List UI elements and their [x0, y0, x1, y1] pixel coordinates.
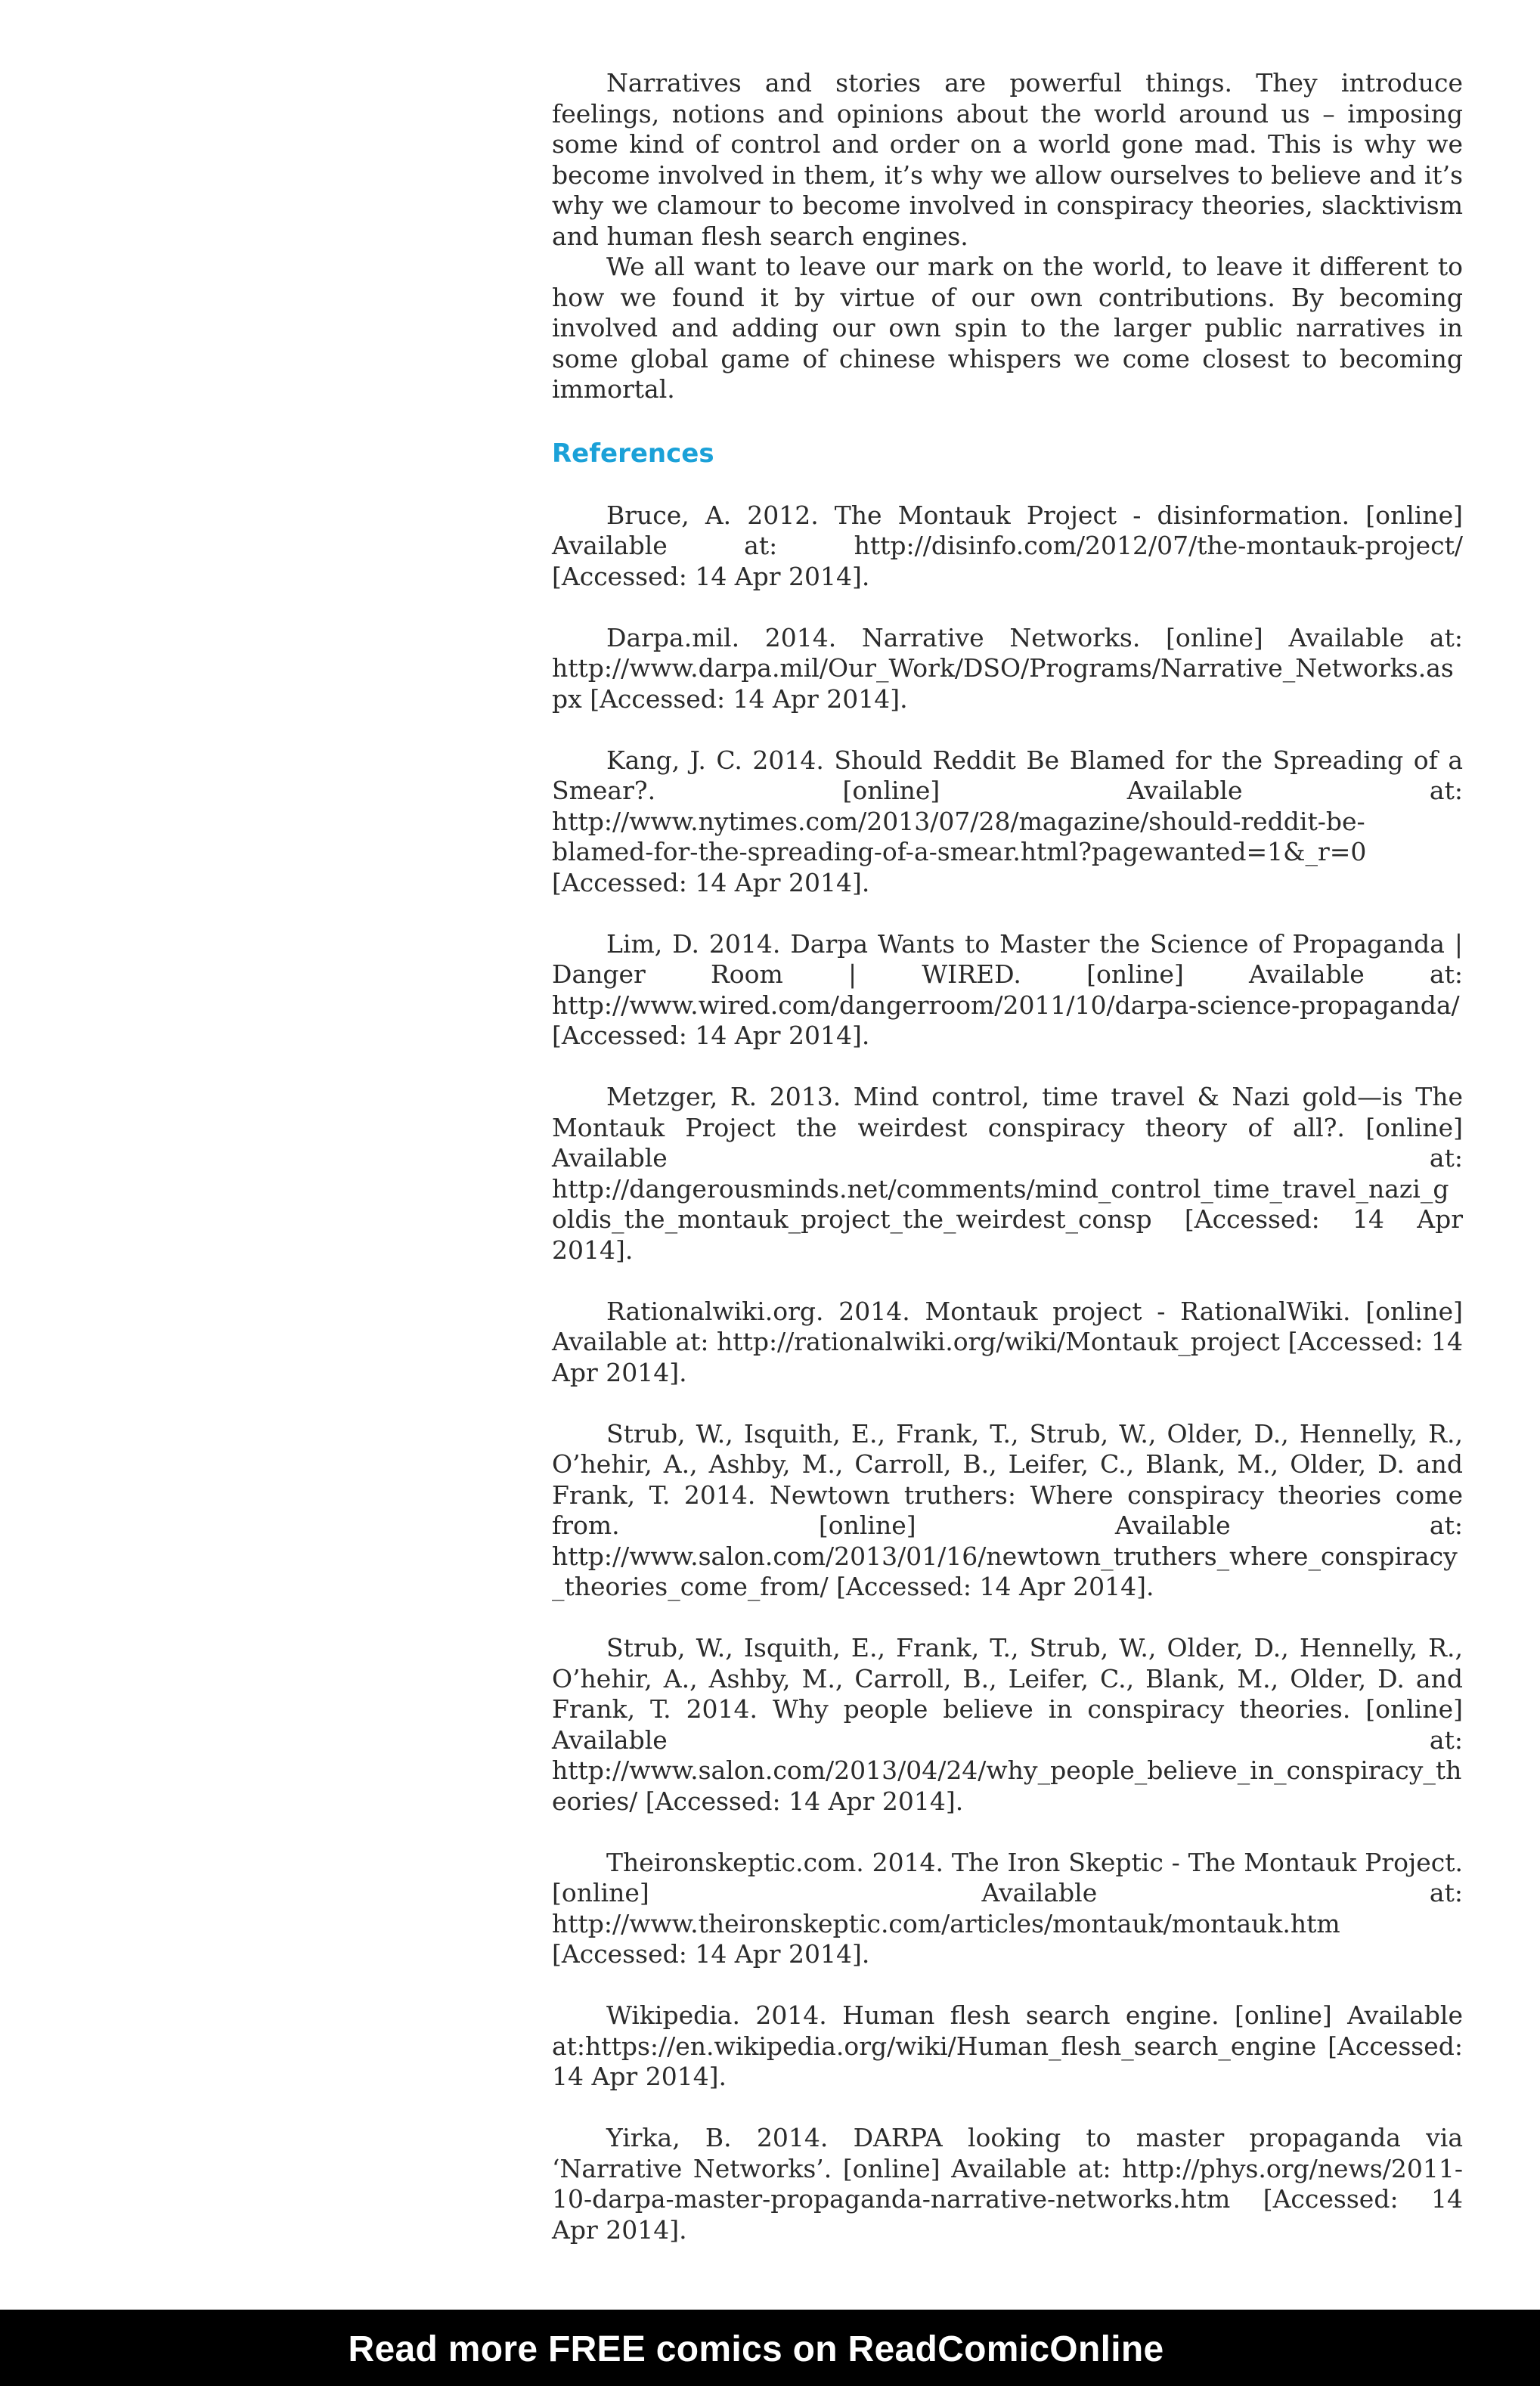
reference-item-kang: Kang, J. C. 2014. Should Reddit Be Blamed for the Spreading of a Smear?. [online] Available at: http://www.nytimes.com/2013/07/28/magazine/should-reddit-be-blamed-for-the-spreading-of-a-smear.html?pagewanted=1&_r=0 [Accessed: 14 Apr 2014].	[552, 745, 1463, 897]
references-list	[552, 500, 1463, 2246]
intro-paragraph-2: We all want to leave our mark on the world, to leave it different to how we found it by virtue of our own contributions. By becoming involved and adding our own spin to the larger public narratives in some global game of chinese whispers we come closest to becoming immortal.	[552, 252, 1463, 404]
reference-item-rationalwiki: Rationalwiki.org. 2014. Montauk project - RationalWiki. [online] Available at: http://rationalwiki.org/wiki/Montauk_project [Accessed: 14 Apr 2014].	[552, 1296, 1463, 1387]
reference-item-strub-why: Strub, W., Isquith, E., Frank, T., Strub, W., Older, D., Hennelly, R., O’hehir, A., Ashby, M., Carroll, B., Leifer, C., Blank, M., Older, D. and Frank, T. 2014. Why people believe in conspiracy theories. [online] Available at: http://www.salon.com/2013/04/24/why_people_believe_in_conspiracy_theories/ [Accessed: 14 Apr 2014].	[552, 1633, 1463, 1816]
reference-item-yirka: Yirka, B. 2014. DARPA looking to master propaganda via ‘Narrative Networks’. [online] Available at: http://phys.org/news/2011-10-darpa-master-propaganda-narrative-networks.htm [Accessed: 14 Apr 2014].	[552, 2123, 1463, 2245]
intro-section	[552, 68, 1463, 405]
reference-item-strub-newtown: Strub, W., Isquith, E., Frank, T., Strub, W., Older, D., Hennelly, R., O’hehir, A., Ashby, M., Carroll, B., Leifer, C., Blank, M., Older, D. and Frank, T. 2014. Newtown truthers: Where conspiracy theories come from. [online] Available at: http://www.salon.com/2013/01/16/newtown_truthers_where_conspiracy_theories_come_from/ [Accessed: 14 Apr 2014].	[552, 1418, 1463, 1601]
reference-item-darpa: Darpa.mil. 2014. Narrative Networks. [online] Available at: http://www.darpa.mil/Our_Work/DSO/Programs/Narrative_Networks.aspx [Accessed: 14 Apr 2014].	[552, 622, 1463, 714]
intro-paragraph-1: Narratives and stories are powerful things. They introduce feelings, notions and opinions about the world around us – imposing some kind of control and order on a world gone mad. This is why we become involved in them, it’s why we allow ourselves to believe and it’s why we clamour to become involved in conspiracy theories, slacktivism and human flesh search engines.	[552, 68, 1463, 251]
footer-banner-text[interactable]: Read more FREE comics on ReadComicOnline	[348, 2329, 1164, 2369]
references-heading: References	[552, 438, 714, 469]
article-column	[552, 68, 1463, 2276]
reference-item-bruce: Bruce, A. 2012. The Montauk Project - disinformation. [online] Available at: http://disinfo.com/2012/07/the-montauk-project/ [Accessed: 14 Apr 2014].	[552, 500, 1463, 591]
reference-item-lim: Lim, D. 2014. Darpa Wants to Master the Science of Propaganda | Danger Room | WIRED. [online] Available at: http://www.wired.com/dangerroom/2011/10/darpa-science-propaganda/ [Accessed: 14 Apr 2014].	[552, 928, 1463, 1050]
reference-item-wikipedia: Wikipedia. 2014. Human flesh search engine. [online] Available at:https://en.wikipedia.org/wiki/Human_flesh_search_engine [Accessed: 14 Apr 2014].	[552, 2000, 1463, 2091]
reference-item-ironskeptic: Theironskeptic.com. 2014. The Iron Skeptic - The Montauk Project. [online] Available at: http://www.theironskeptic.com/articles/montauk/montauk.htm [Accessed: 14 Apr 2014].	[552, 1847, 1463, 1969]
reference-item-metzger: Metzger, R. 2013. Mind control, time travel & Nazi gold—is The Montauk Project the weirdest conspiracy theory of all?. [online] Available at: http://dangerousminds.net/comments/mind_control_time_travel_nazi_goldis_the_montauk_project_the_weirdest_consp [Accessed: 14 Apr 2014].	[552, 1082, 1463, 1265]
